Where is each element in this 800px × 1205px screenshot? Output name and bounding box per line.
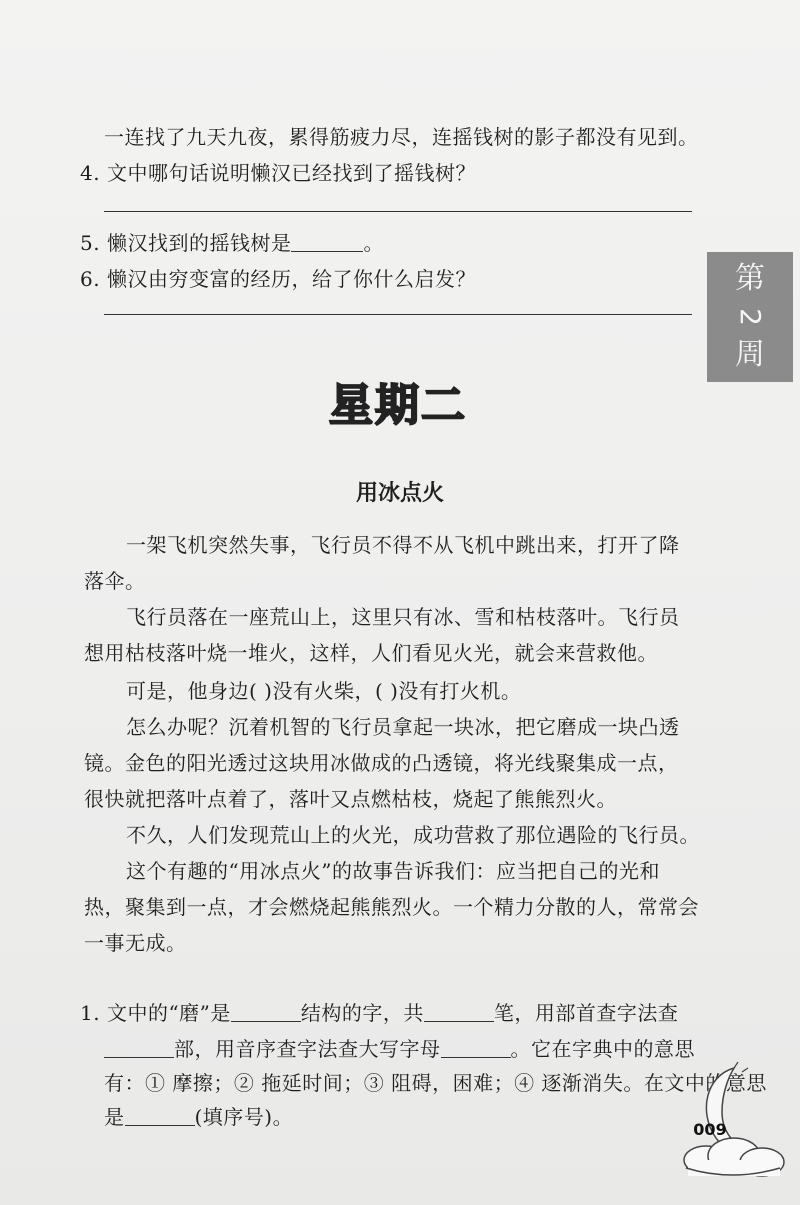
q1-text: 笔，用部首查字法查 bbox=[493, 1001, 679, 1025]
week-tab-number: 2 bbox=[733, 308, 767, 326]
week-tab-char-3: 周 bbox=[735, 337, 765, 372]
week-side-tab bbox=[707, 252, 793, 382]
story-line: 一事无成。 bbox=[84, 931, 187, 955]
question-5-end: 。 bbox=[363, 231, 384, 255]
continued-text-line: 一连找了九天九夜，累得筋疲力尽，连摇钱树的影子都没有见到。 bbox=[104, 125, 699, 149]
q1-text: 是 bbox=[104, 1105, 125, 1129]
story-line: 一架飞机突然失事，飞行员不得不从飞机中跳出来，打开了降 bbox=[126, 533, 680, 557]
page-number: 009 bbox=[693, 1120, 727, 1139]
answer-line-q4[interactable] bbox=[104, 211, 692, 212]
question-1-line-4 bbox=[104, 1104, 293, 1130]
story-line: 落伞。 bbox=[84, 569, 146, 593]
answer-line-q6[interactable] bbox=[104, 314, 692, 315]
q1-text: 。它在字典中的意思 bbox=[510, 1037, 695, 1061]
blank-letter[interactable] bbox=[441, 1039, 511, 1058]
q1-text: 1. 文中的“磨”是 bbox=[80, 1001, 231, 1025]
q1-text: (填序号)。 bbox=[194, 1105, 294, 1129]
blank-structure[interactable] bbox=[231, 1003, 301, 1022]
question-1-line-3: 有：① 摩擦；② 拖延时间；③ 阻碍，困难；④ 逐渐消失。在文中的意思 bbox=[104, 1071, 767, 1095]
story-line: 热，聚集到一点，才会燃烧起熊熊烈火。一个精力分散的人，常常会 bbox=[84, 895, 699, 919]
blank-q5[interactable] bbox=[291, 233, 363, 252]
q1-text: 部，用音序查字法查大写字母 bbox=[174, 1037, 441, 1061]
blank-meaning[interactable] bbox=[125, 1107, 195, 1126]
question-5-text: 5. 懒汉找到的摇钱树是 bbox=[80, 231, 292, 255]
story-line-with-blanks: 可是，他身边( )没有火柴，( )没有打火机。 bbox=[126, 679, 522, 703]
story-line: 怎么办呢？沉着机智的飞行员拿起一块冰，把它磨成一块凸透 bbox=[126, 715, 680, 739]
week-tab-char-1: 第 bbox=[735, 261, 765, 296]
question-1-line-2 bbox=[104, 1036, 695, 1062]
story-line: 镜。金色的阳光透过这块用冰做成的凸透镜，将光线聚集成一点， bbox=[84, 751, 679, 775]
story-line: 想用枯枝落叶烧一堆火，这样，人们看见火光，就会来营救他。 bbox=[84, 641, 658, 665]
blank-radical[interactable] bbox=[104, 1039, 174, 1058]
story-line: 飞行员落在一座荒山上，这里只有冰、雪和枯枝落叶。飞行员 bbox=[126, 605, 680, 629]
question-4: 4. 文中哪句话说明懒汉已经找到了摇钱树？ bbox=[80, 161, 476, 185]
question-1-line-1 bbox=[80, 1000, 678, 1026]
question-5 bbox=[80, 230, 384, 256]
story-line: 不久，人们发现荒山上的火光，成功营救了那位遇险的飞行员。 bbox=[126, 823, 700, 847]
day-heading: 星期二 bbox=[329, 380, 467, 431]
story-title: 用冰点火 bbox=[355, 481, 444, 506]
story-line: 这个有趣的“用冰点火”的故事告诉我们：应当把自己的光和 bbox=[126, 859, 660, 883]
q1-text: 结构的字，共 bbox=[300, 1001, 424, 1025]
story-line: 很快就把落叶点着了，落叶又点燃枯枝，烧起了熊熊烈火。 bbox=[84, 787, 617, 811]
question-6: 6. 懒汉由穷变富的经历，给了你什么启发？ bbox=[80, 267, 476, 291]
blank-stroke-count[interactable] bbox=[424, 1003, 494, 1022]
